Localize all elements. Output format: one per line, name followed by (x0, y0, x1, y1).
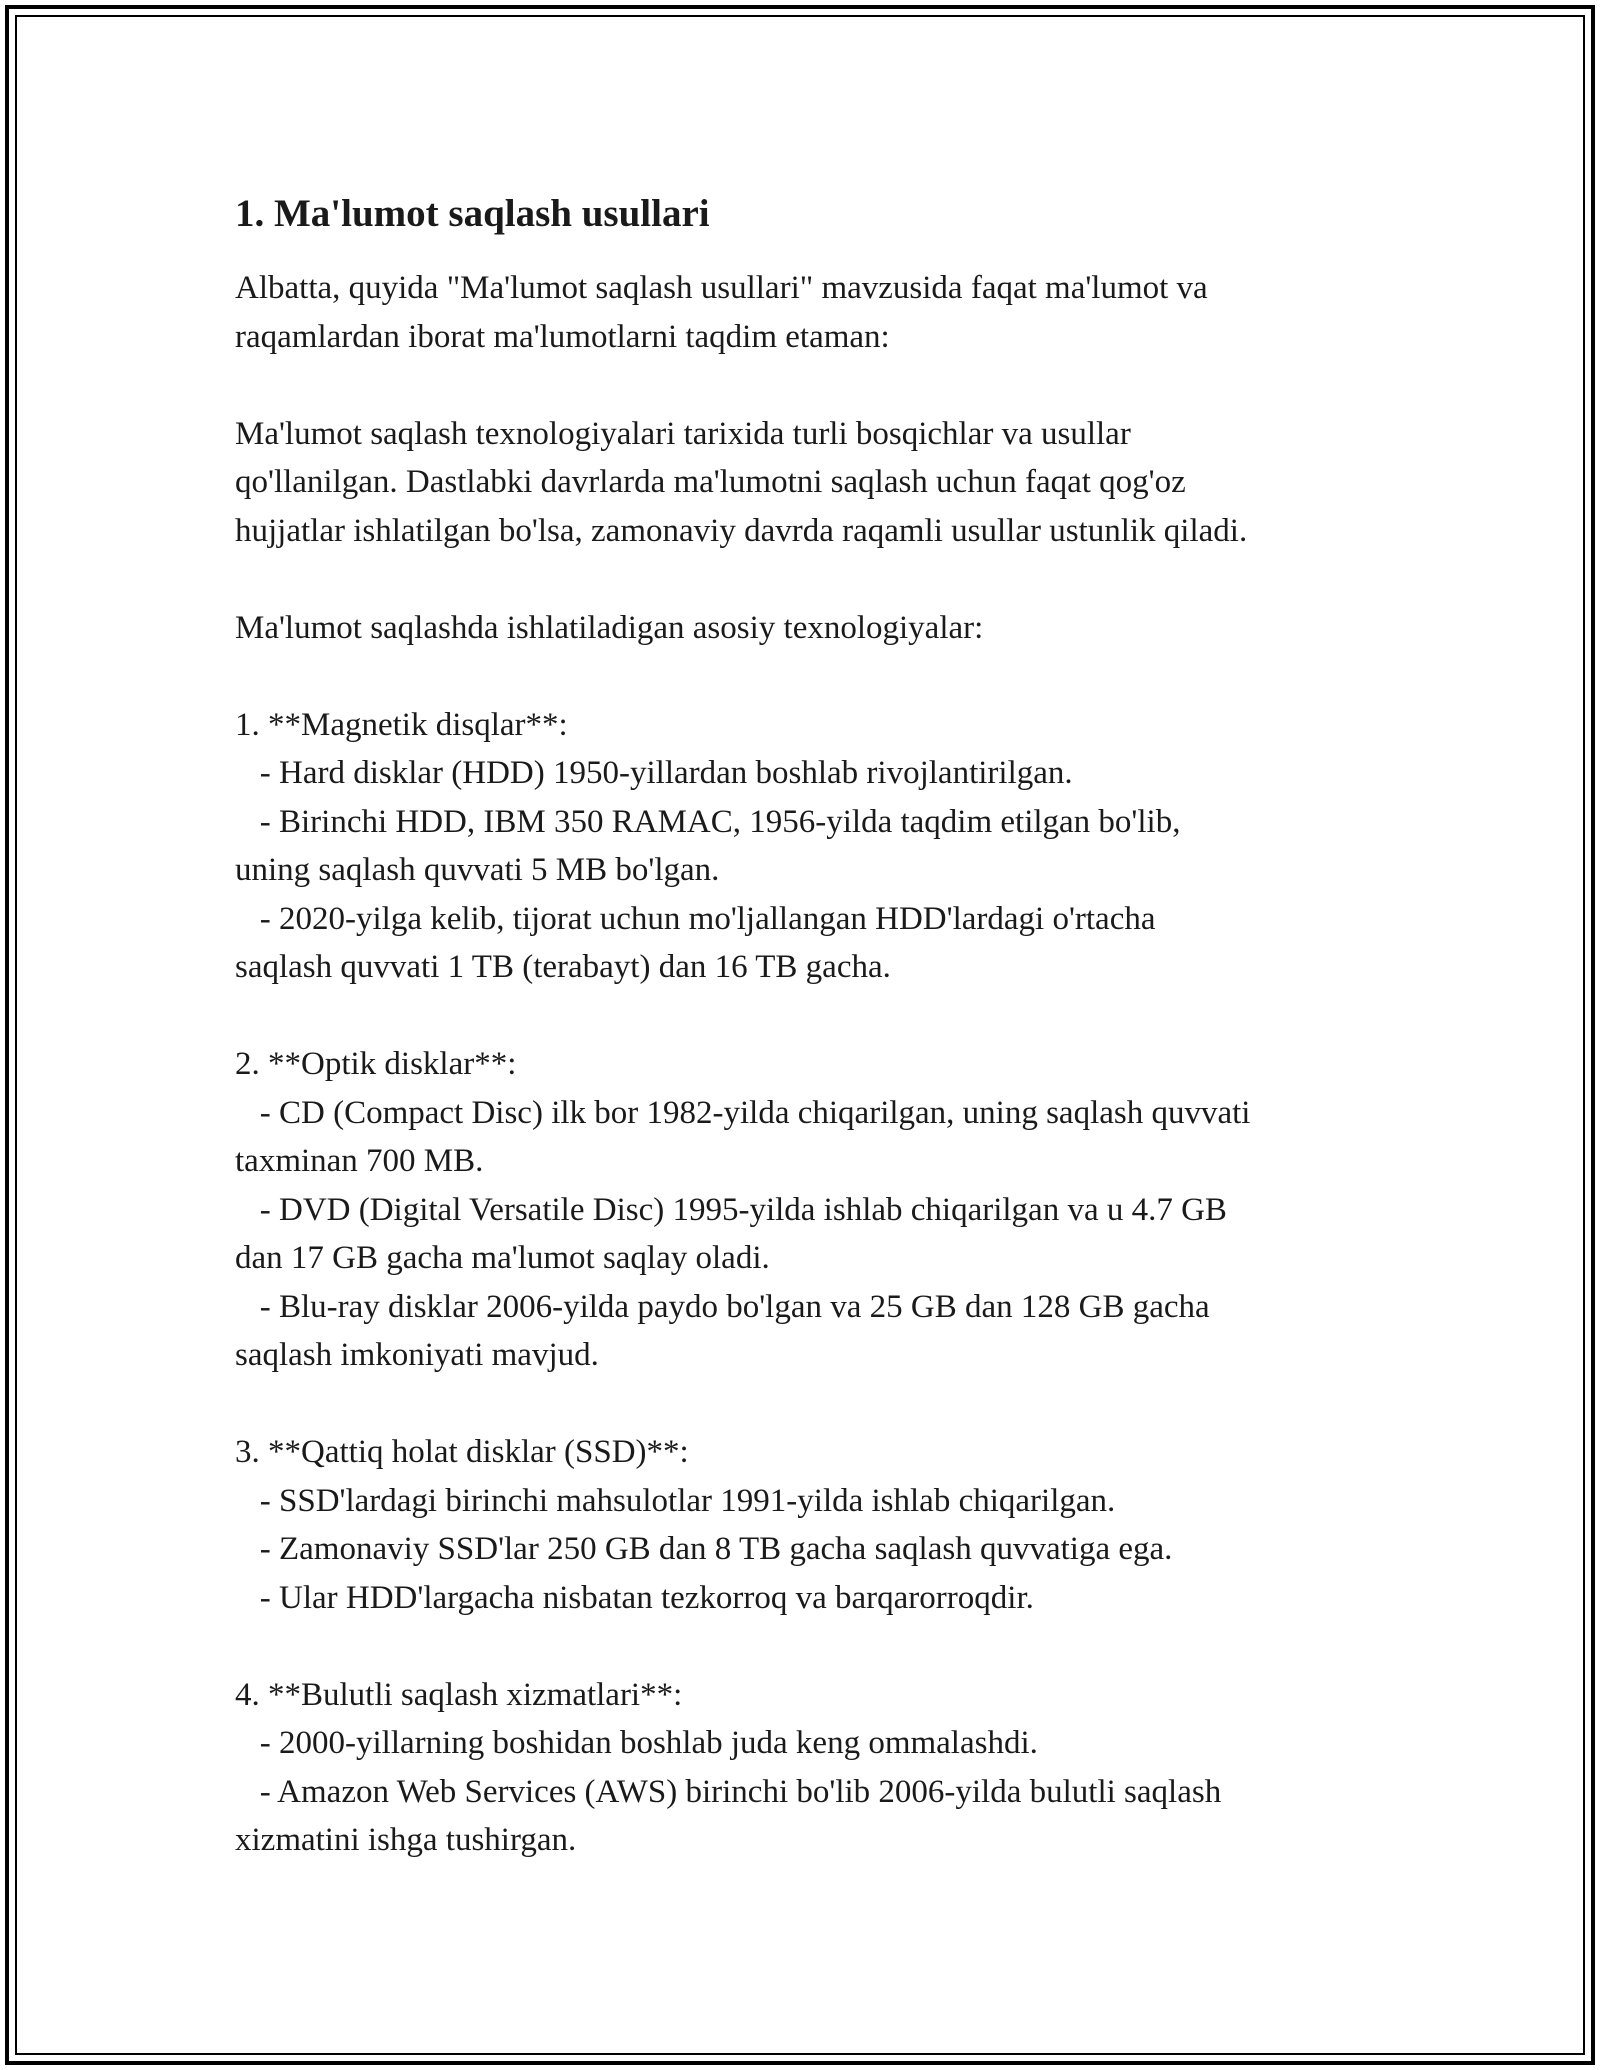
list-item: - Birinchi HDD, IBM 350 RAMAC, 1956-yilda taqdim etilgan bo'lib, uning saqlash quvvati 5 MB bo'lgan. (235, 803, 1181, 888)
list-item: - Zamonaviy SSD'lar 250 GB dan 8 TB gacha saqlash quvvatiga ega. (235, 1531, 1173, 1567)
document-body (235, 190, 1375, 1865)
list-item: - SSD'lardagi birinchi mahsulotlar 1991-yilda ishlab chiqarilgan. (235, 1482, 1116, 1519)
intro-paragraph: Albatta, quyida "Ma'lumot saqlash usullari" mavzusida faqat ma'lumot va raqamlardan iborat ma'lumotlarni taqdim etaman: (235, 270, 1208, 355)
list-item: - Hard disklar (HDD) 1950-yillardan boshlab rivojlantirilgan. (235, 755, 1073, 791)
list-item: - Blu-ray disklar 2006-yilda paydo bo'lgan va 25 GB dan 128 GB gacha saqlash imkoniyati mavjud. (235, 1288, 1210, 1373)
list-item: - 2020-yilga kelib, tijorat uchun mo'ljallangan HDD'lardagi o'rtacha saqlash quvvati 1 TB (terabayt) dan 16 TB gacha. (235, 900, 1156, 985)
section-ssd (235, 1428, 1375, 1622)
section-heading: 2. **Optik disklar**: (235, 1046, 517, 1082)
section-heading: 3. **Qattiq holat disklar (SSD)**: (235, 1434, 689, 1470)
section-cloud-storage (235, 1671, 1375, 1865)
spacer (235, 652, 1375, 701)
spacer (235, 361, 1375, 410)
spacer (235, 1380, 1375, 1429)
list-item: - 2000-yillarning boshidan boshlab juda keng ommalashdi. (235, 1725, 1038, 1761)
document-title: 1. Ma'lumot saqlash usullari (235, 192, 710, 235)
section-optical-disks (235, 1040, 1375, 1380)
list-item: - DVD (Digital Versatile Disc) 1995-yilda ishlab chiqarilgan va u 4.7 GB dan 17 GB gacha ma'lumot saqlay oladi. (235, 1191, 1227, 1276)
section-heading: 4. **Bulutli saqlash xizmatlari**: (235, 1676, 683, 1713)
list-item: - CD (Compact Disc) ilk bor 1982-yilda chiqarilgan, uning saqlash quvvati taxminan 700 MB. (235, 1094, 1251, 1179)
technologies-heading: Ma'lumot saqlashda ishlatiladigan asosiy texnologiyalar: (235, 609, 984, 646)
history-paragraph: Ma'lumot saqlash texnologiyalari tarixida turli bosqichlar va usullar qo'llanilgan. Dastlabki davrlarda ma'lumotni saqlash uchun faqat qog'oz hujjatlar ishlatilgan bo'lsa, zamonaviy davrda raqamli usullar ustunlik qiladi. (235, 415, 1248, 549)
section-heading: 1. **Magnetik disqlar**: (235, 706, 568, 743)
spacer (235, 1622, 1375, 1671)
list-item: - Amazon Web Services (AWS) birinchi bo'lib 2006-yilda bulutli saqlash xizmatini ishga tushirgan. (235, 1773, 1222, 1858)
list-item: - Ular HDD'largacha nisbatan tezkorroq va barqarorroqdir. (235, 1579, 1034, 1616)
spacer (235, 555, 1375, 604)
section-magnetic-disks (235, 701, 1375, 992)
spacer (235, 992, 1375, 1041)
